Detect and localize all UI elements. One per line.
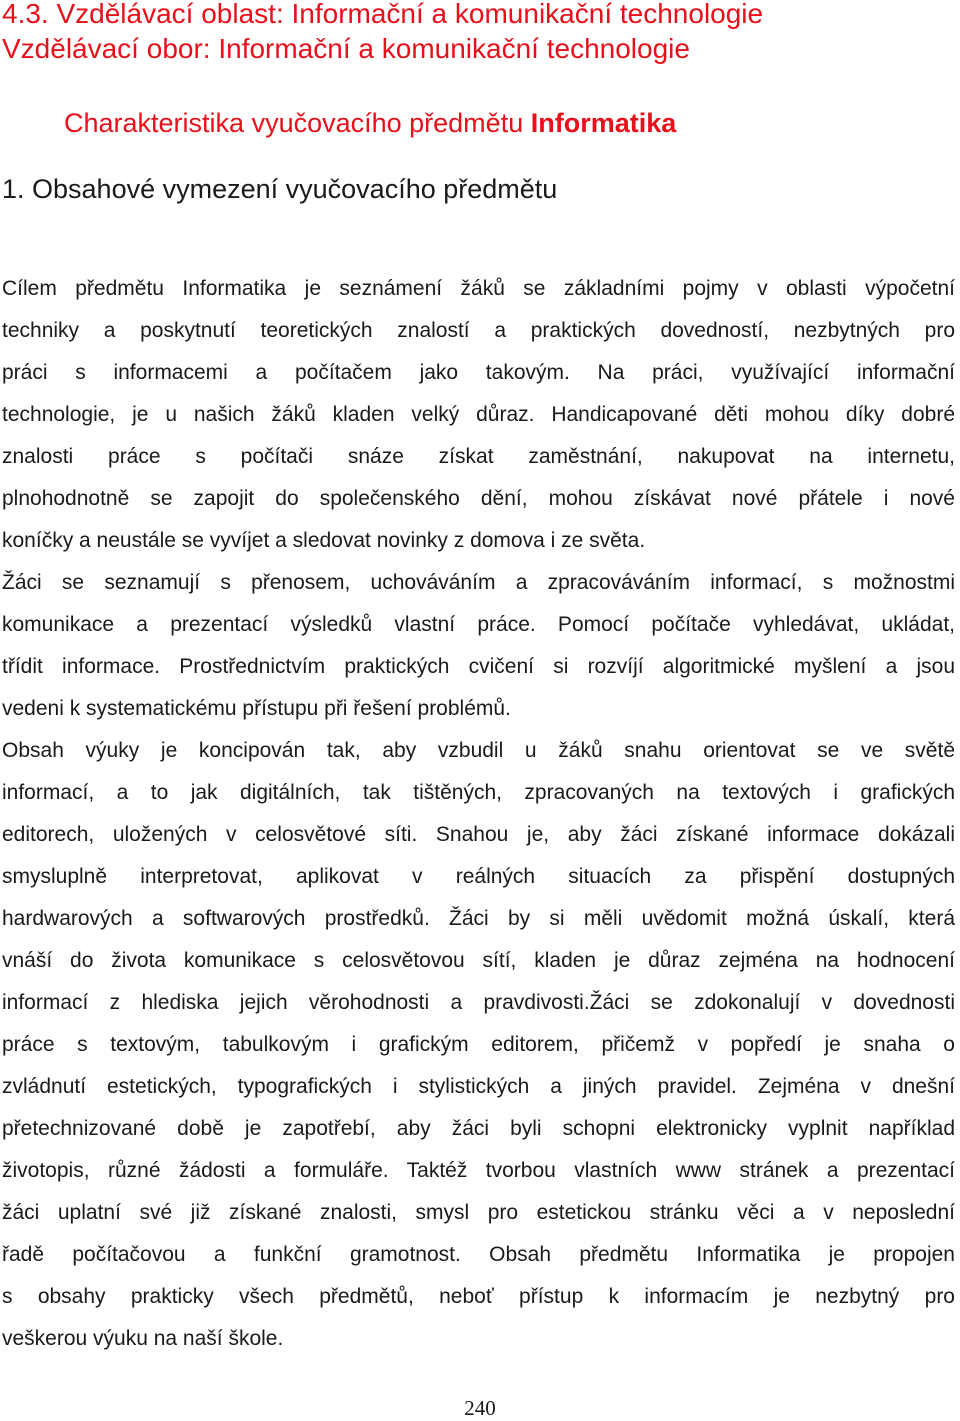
body-line: Obsah výuky je koncipován tak, aby vzbudil u žáků snahu orientovat se ve světě [2,739,955,762]
body-line: Cílem předmětu Informatika je seznámení žáků se základními pojmy v oblasti výpočetní [2,277,955,300]
body-line: technologie, je u našich žáků kladen velký důraz. Handicapované děti mohou díky dobré [2,403,955,426]
body-line: vnáší do života komunikace s celosvětovou sítí, kladen je důraz zejména na hodnocení [2,949,955,972]
body-line: vedeni k systematickému přístupu při řešení problémů. [2,697,511,720]
body-line: koníčky a neustále se vyvíjet a sledovat novinky z domova i ze světa. [2,529,646,552]
body-line: veškerou výuku na naší škole. [2,1327,284,1350]
body-line: Žáci se seznamují s přenosem, uchováváním a zpracováváním informací, s možnostmi [2,571,955,594]
subject-name: Informatika [530,108,677,138]
body-line: zvládnutí estetických, typografických i stylistických a jiných pravidel. Zejména v dnešní [2,1075,955,1098]
body-line: práce s textovým, tabulkovým i grafickým editorem, přičemž v popředí je snaha o [2,1033,955,1056]
body-line: řadě počítačovou a funkční gramotnost. Obsah předmětu Informatika je propojen [2,1243,955,1266]
body-line: smysluplně interpretovat, aplikovat v reálných situacích za přispění dostupných [2,865,955,888]
characteristic-prefix: Charakteristika vyučovacího předmětu [64,108,531,138]
body-line: komunikace a prezentací výsledků vlastní práce. Pomocí počítače vyhledávat, ukládat, [2,613,955,636]
body-line: techniky a poskytnutí teoretických znalostí a praktických dovedností, nezbytných pro [2,319,955,342]
body-text [2,268,955,1360]
field-heading: Vzdělávací obor: Informační a komunikační technologie [2,33,690,64]
body-line: hardwarových a softwarových prostředků. Žáci by si měli uvědomit možná úskalí, která [2,907,955,930]
body-line: životopis, různé žádosti a formuláře. Taktéž tvorbou vlastních www stránek a prezentací [2,1159,955,1182]
body-line: s obsahy prakticky všech předmětů, neboť přístup k informacím je nezbytný pro [2,1285,955,1308]
body-line: práci s informacemi a počítačem jako takovým. Na práci, využívající informační [2,361,955,384]
body-line: informací, a to jak digitálních, tak tištěných, zpracovaných na textových i grafických [2,781,955,804]
body-line: žáci uplatní své již získané znalosti, smysl pro estetickou stránku věci a v neposlední [2,1201,955,1224]
body-line: znalosti práce s počítači snáze získat zaměstnání, nakupovat na internetu, [2,445,955,468]
body-line: třídit informace. Prostřednictvím praktických cvičení si rozvíjí algoritmické myšlení a jsou [2,655,955,678]
body-line: přetechnizované době je zapotřebí, aby žáci byli schopni elektronicky vyplnit například [2,1117,955,1140]
body-line: editorech, uložených v celosvětové síti. Snahou je, aby žáci získané informace dokázali [2,823,955,846]
body-line: plnohodnotně se zapojit do společenského dění, mohou získávat nové přátele i nové [2,487,955,510]
subject-characteristic [64,106,676,140]
section-title: 1. Obsahové vymezení vyučovacího předmětu [2,174,558,204]
page-number: 240 [464,1396,496,1420]
body-line: informací z hlediska jejich věrohodnosti a pravdivosti.Žáci se zdokonalují v dovednosti [2,991,955,1014]
area-heading: 4.3. Vzdělávací oblast: Informační a komunikační technologie [2,0,764,29]
